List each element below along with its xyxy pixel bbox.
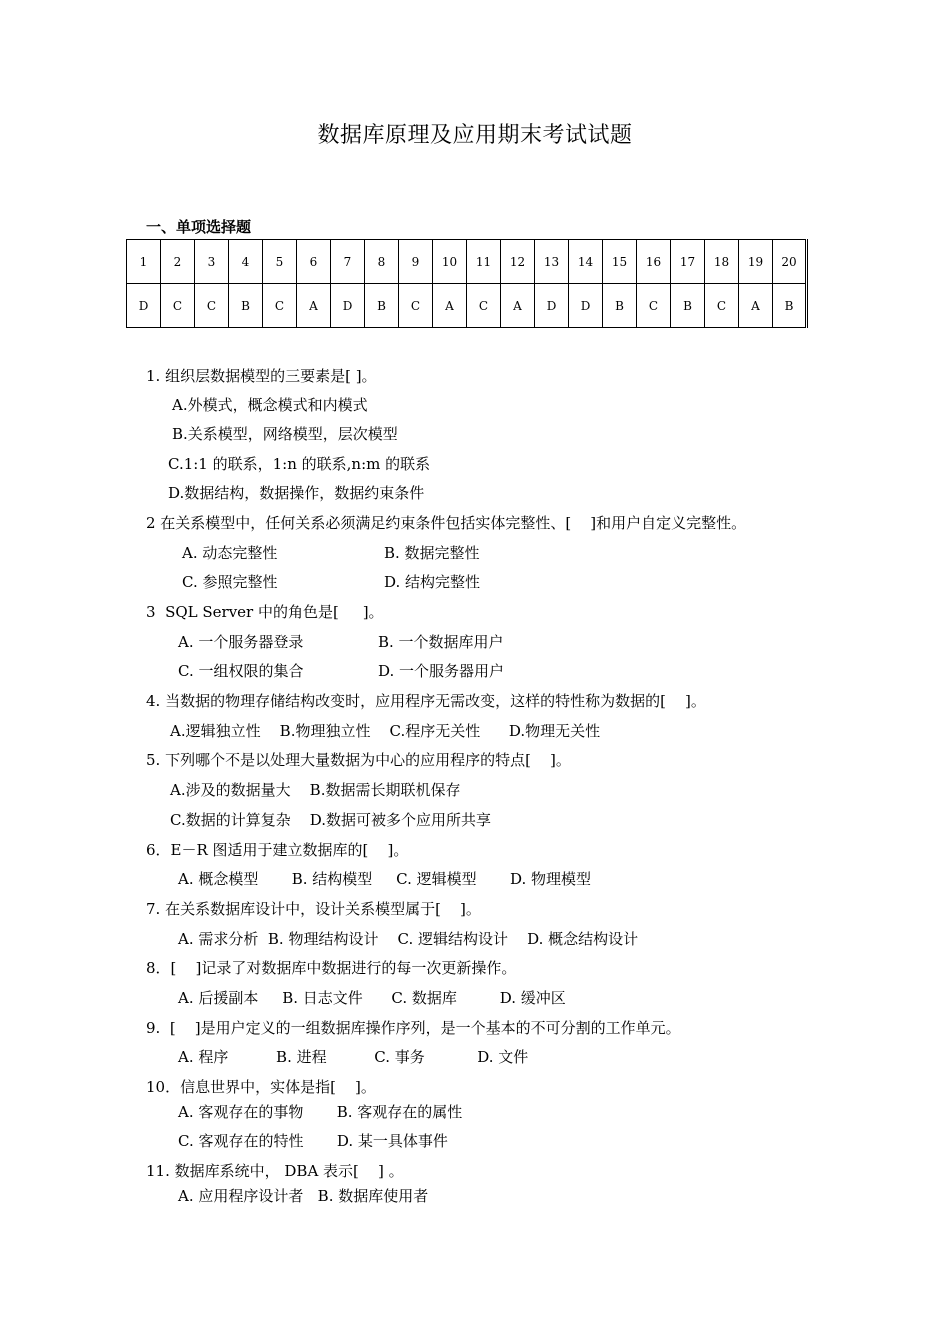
question-7-stem: 7. 在关系数据库设计中，设计关系模型属于[ ]。	[146, 900, 481, 918]
question-number: 16	[637, 240, 671, 284]
question-number: 4	[229, 240, 263, 284]
question-2-option-b: B. 数据完整性	[384, 544, 480, 562]
question-5-options-ab: A.涉及的数据量大 B.数据需长期联机保存	[170, 781, 461, 799]
answer-cell: B	[229, 284, 263, 328]
answer-cell: C	[467, 284, 501, 328]
question-3-option-a: A. 一个服务器登录	[178, 633, 304, 651]
question-number: 6	[297, 240, 331, 284]
answer-table	[126, 239, 808, 328]
question-number: 18	[705, 240, 739, 284]
question-6-stem: 6．E－R 图适用于建立数据库的[ ]。	[146, 841, 409, 859]
answer-cell: A	[501, 284, 535, 328]
question-11-stem: 11. 数据库系统中， DBA 表示[ ] 。	[146, 1162, 404, 1180]
question-number: 7	[331, 240, 365, 284]
question-4-stem: 4. 当数据的物理存储结构改变时，应用程序无需改变，这样的特性称为数据的[ ]。	[146, 692, 706, 710]
answer-cell: C	[705, 284, 739, 328]
question-3-option-b: B. 一个数据库用户	[378, 633, 504, 651]
answer-table-number-row	[127, 240, 807, 284]
question-11-options-ab: A. 应用程序设计者 B. 数据库使用者	[178, 1187, 429, 1205]
answer-cell: B	[603, 284, 637, 328]
question-number: 9	[399, 240, 433, 284]
answer-cell: B	[365, 284, 399, 328]
question-number: 17	[671, 240, 705, 284]
answer-cell: C	[637, 284, 671, 328]
answer-cell: D	[127, 284, 161, 328]
section-heading: 一、单项选择题	[146, 218, 252, 236]
question-number: 15	[603, 240, 637, 284]
question-number: 19	[739, 240, 773, 284]
question-1-stem: 1. 组织层数据模型的三要素是[ ]。	[146, 367, 377, 385]
question-8-stem: 8．[ ]记录了对数据库中数据进行的每一次更新操作。	[146, 959, 517, 977]
question-8-options: A. 后援副本 B. 日志文件 C. 数据库 D. 缓冲区	[178, 989, 566, 1007]
question-number: 11	[467, 240, 501, 284]
question-1-option-b: B.关系模型，网络模型，层次模型	[172, 425, 398, 443]
question-5-stem: 5. 下列哪个不是以处理大量数据为中心的应用程序的特点[ ]。	[146, 751, 571, 769]
question-2-option-d: D. 结构完整性	[384, 573, 481, 591]
question-number: 12	[501, 240, 535, 284]
question-3-option-c: C. 一组权限的集合	[178, 662, 304, 680]
answer-cell: B	[773, 284, 807, 328]
question-number: 20	[773, 240, 807, 284]
question-number: 8	[365, 240, 399, 284]
question-7-options: A. 需求分析 B. 物理结构设计 C. 逻辑结构设计 D. 概念结构设计	[178, 930, 639, 948]
question-10-options-ab: A. 客观存在的事物 B. 客观存在的属性	[178, 1103, 463, 1121]
answer-cell: C	[399, 284, 433, 328]
question-2-option-c: C. 参照完整性	[182, 573, 278, 591]
answer-cell: C	[161, 284, 195, 328]
question-2-option-a: A. 动态完整性	[182, 544, 278, 562]
question-number: 10	[433, 240, 467, 284]
question-2-stem: 2 在关系模型中，任何关系必须满足约束条件包括实体完整性、[ ]和用户自定义完整性。	[146, 514, 747, 532]
answer-cell: A	[433, 284, 467, 328]
question-6-options: A. 概念模型 B. 结构模型 C. 逻辑模型 D. 物理模型	[178, 870, 592, 888]
answer-cell: A	[739, 284, 773, 328]
answer-cell: A	[297, 284, 331, 328]
question-number: 14	[569, 240, 603, 284]
answer-cell: D	[569, 284, 603, 328]
answer-cell: D	[331, 284, 365, 328]
question-number: 5	[263, 240, 297, 284]
question-5-options-cd: C.数据的计算复杂 D.数据可被多个应用所共享	[170, 811, 492, 829]
question-10-stem: 10．信息世界中，实体是指[ ]。	[146, 1078, 376, 1096]
question-number: 2	[161, 240, 195, 284]
question-10-options-cd: C. 客观存在的特性 D. 某一具体事件	[178, 1132, 448, 1150]
answer-cell: C	[195, 284, 229, 328]
answer-table-answer-row	[127, 284, 807, 328]
question-3-option-d: D. 一个服务器用户	[378, 662, 505, 680]
page-title: 数据库原理及应用期末考试试题	[317, 123, 633, 148]
question-9-stem: 9. [ ]是用户定义的一组数据库操作序列，是一个基本的不可分割的工作单元。	[146, 1019, 681, 1037]
question-4-options: A.逻辑独立性 B.物理独立性 C.程序无关性 D.物理无关性	[170, 722, 601, 740]
answer-cell: C	[263, 284, 297, 328]
question-3-stem: 3 SQL Server 中的角色是[ ]。	[146, 603, 384, 621]
question-1-option-a: A.外模式，概念模式和内模式	[172, 396, 368, 414]
question-number: 13	[535, 240, 569, 284]
answer-cell: D	[535, 284, 569, 328]
question-number: 3	[195, 240, 229, 284]
question-9-options: A. 程序 B. 进程 C. 事务 D. 文件	[178, 1048, 529, 1066]
question-1-option-c: C.1:1 的联系，1:n 的联系,n:m 的联系	[168, 455, 431, 473]
question-1-option-d: D.数据结构，数据操作，数据约束条件	[168, 484, 425, 502]
answer-cell: B	[671, 284, 705, 328]
question-number: 1	[127, 240, 161, 284]
